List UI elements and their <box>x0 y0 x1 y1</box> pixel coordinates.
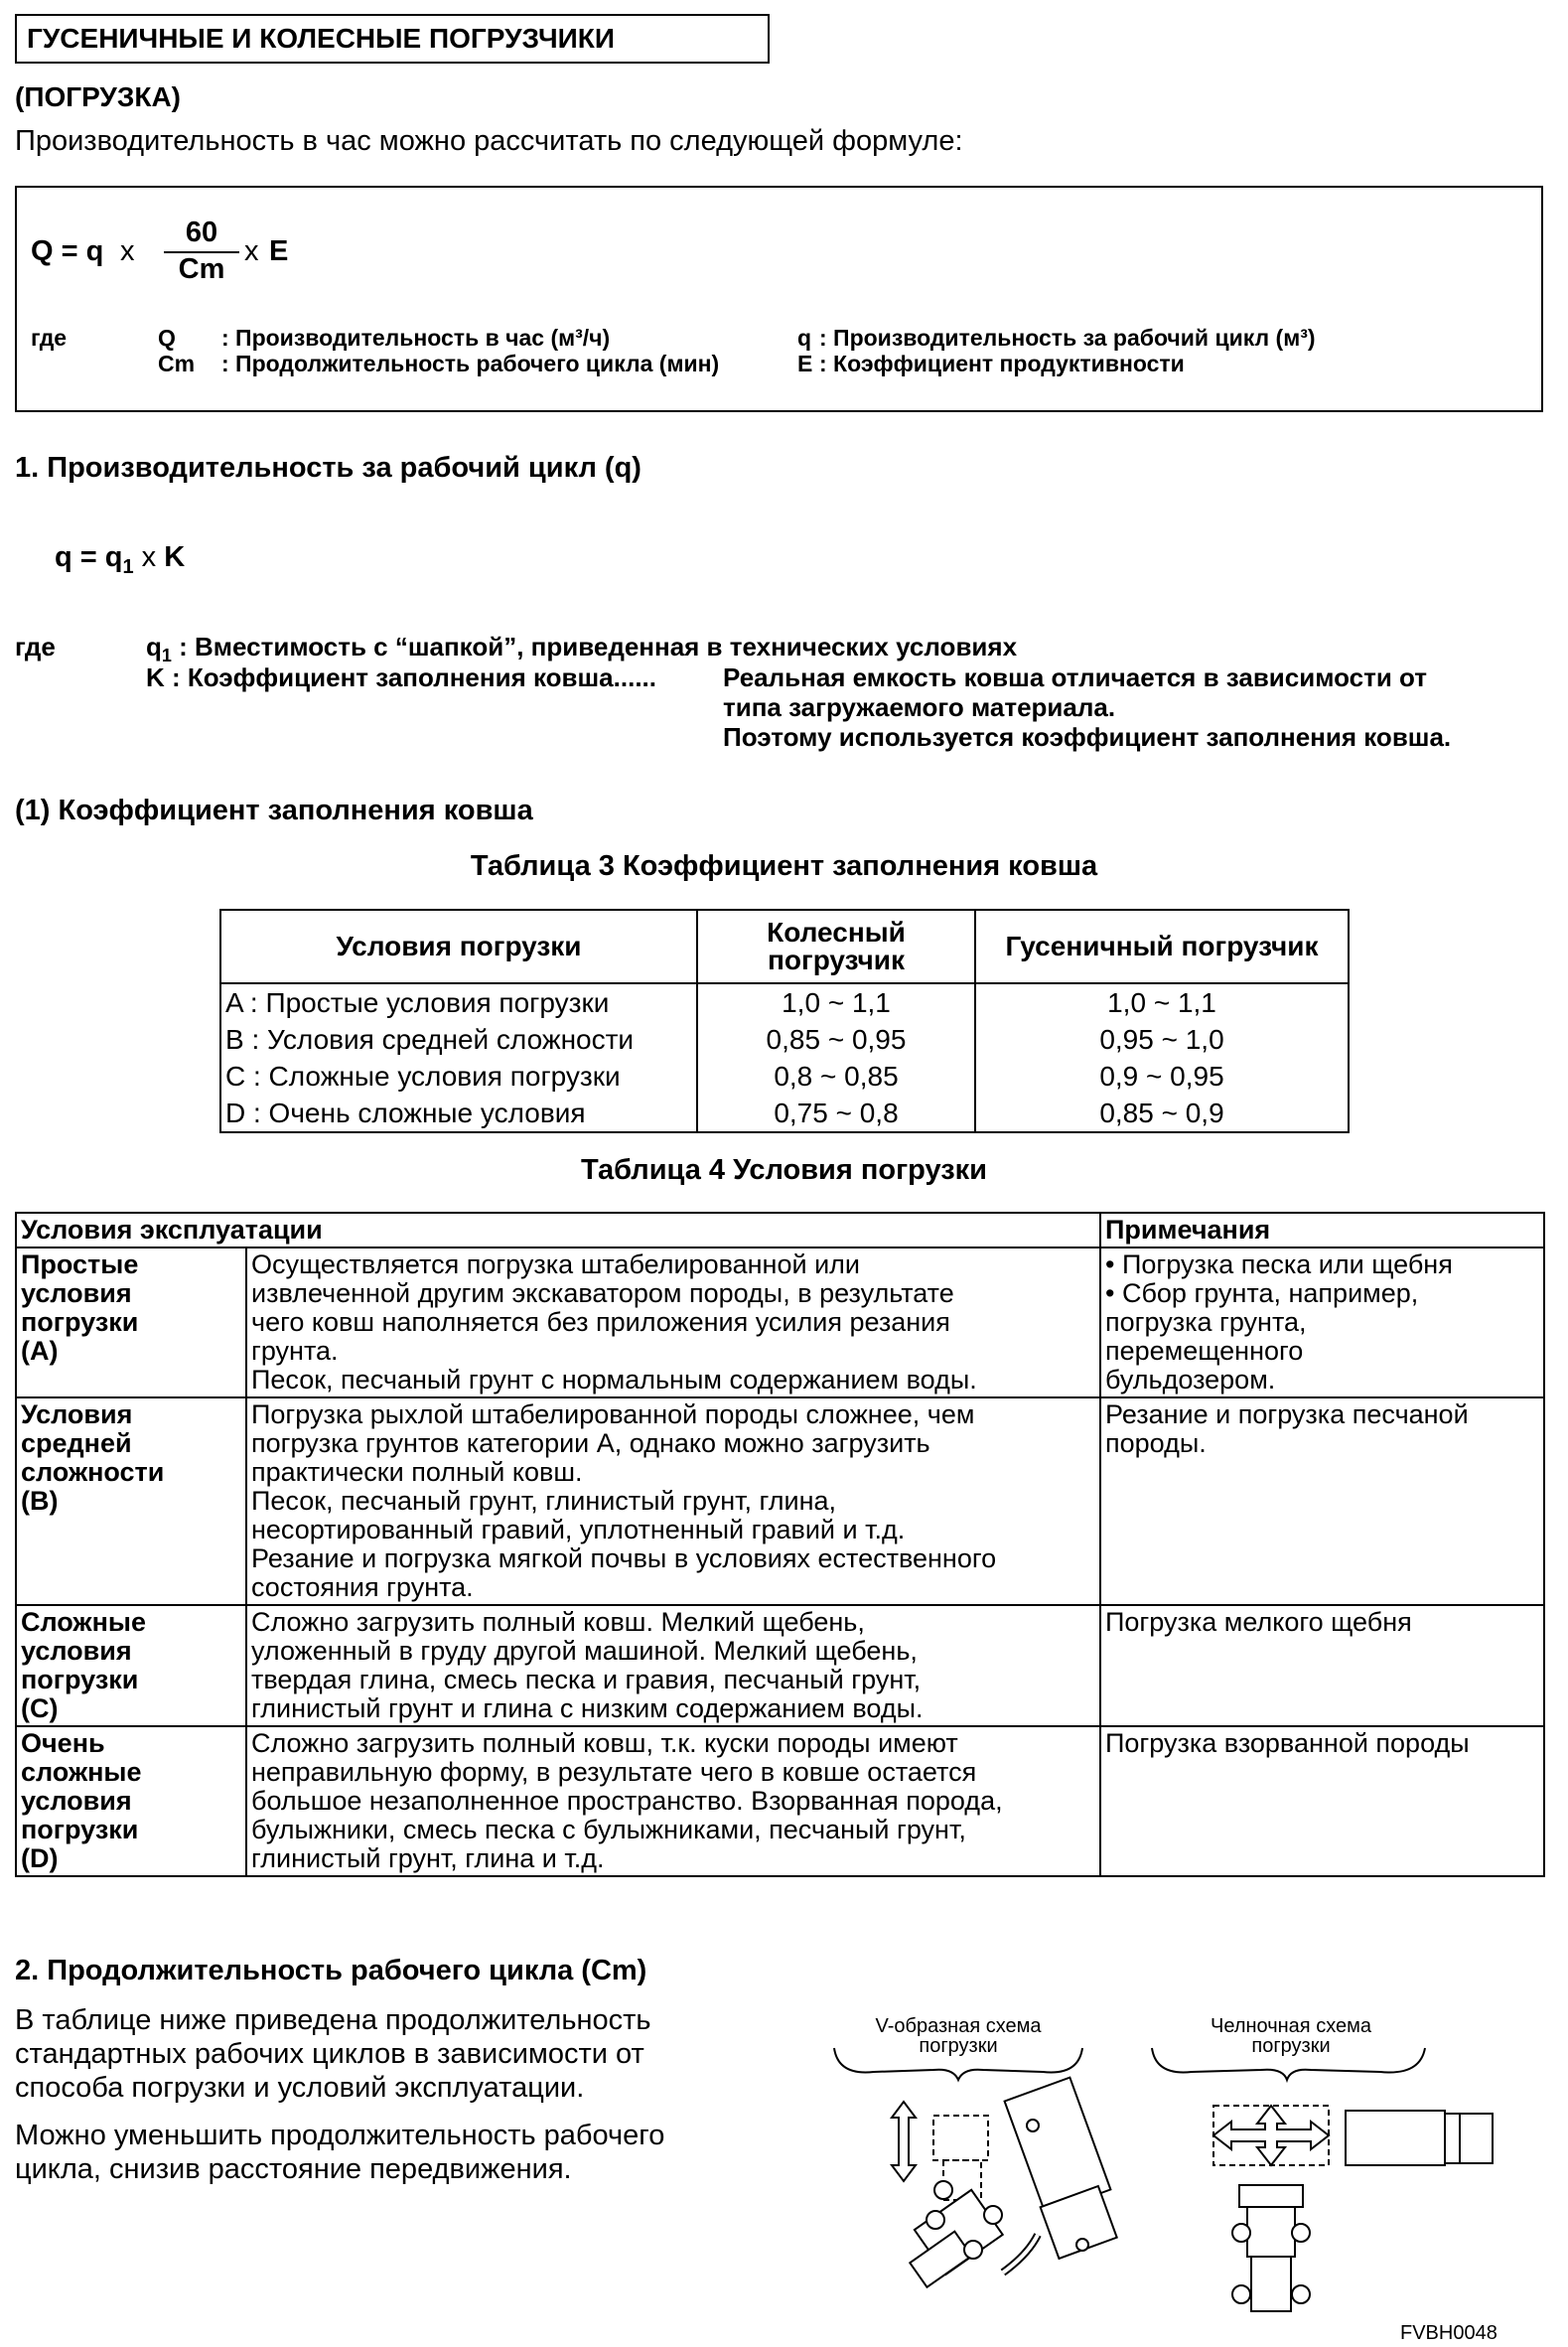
table4-desc: Сложно загрузить полный ковш. Мелкий щебень, уложенный в груду другой машиной. Мелкий щебень, твердая глина, смесь песка и гравия, песчаный грунт, глинистый грунт и глина с низким содержанием воды. <box>246 1605 1100 1726</box>
v-pattern-arrow-icon <box>892 2102 916 2181</box>
table4-header-conditions: Условия эксплуатации <box>16 1213 1100 1247</box>
q-formula-left: q = q <box>55 541 123 573</box>
shuttle-loader-icon <box>1232 2185 1310 2311</box>
table3-wheel: 0,8 ~ 0,85 <box>697 1058 975 1095</box>
table3-cond: A : Простые условия погрузки <box>220 983 697 1021</box>
v-pattern-loader-icon <box>910 2181 1002 2287</box>
def-sym-cm: Cm <box>158 351 196 376</box>
shuttle-pattern-label-2: погрузки <box>1251 2035 1331 2057</box>
def-sym-e: E <box>797 351 813 376</box>
formula-box <box>15 186 1543 412</box>
def-sym-q-small: q <box>797 325 812 351</box>
table4-desc: Сложно загрузить полный ковш, т.к. куски породы имеют неправильную форму, в результате чего в ковше остается большое незаполненное пространство. Взорванная порода, булыжники, смесь песка с булыжниками, песчаный грунт, глинистый грунт, глина и т.д. <box>246 1726 1100 1876</box>
table4-header-row <box>16 1213 1544 1247</box>
q1-text: : Вместимость с “шапкой”, приведенная в технических условиях <box>179 632 1018 661</box>
q1-definition <box>146 632 1017 666</box>
loading-pattern-diagram <box>824 2006 1519 2344</box>
table4-cond: Сложные условия погрузки (C) <box>16 1605 246 1726</box>
k-definition <box>146 662 656 693</box>
intro-text: Производительность в час можно рассчитать по следующей формуле: <box>15 125 963 157</box>
q-formula-k: K <box>164 541 186 573</box>
def-sym-q: Q <box>158 325 176 351</box>
table-row <box>16 1397 1544 1605</box>
formula-where: где <box>31 325 68 351</box>
q-formula-times: x <box>141 541 157 573</box>
formula-times-2: x <box>244 235 259 267</box>
formula-denominator: Cm <box>178 253 225 285</box>
table4-note: Погрузка мелкого щебня <box>1100 1605 1544 1726</box>
table3 <box>219 909 1350 1133</box>
table3-wheel: 0,85 ~ 0,95 <box>697 1021 975 1058</box>
table3-header-wheel: Колесный погрузчик <box>697 910 975 983</box>
page-subtitle: (ПОГРУЗКА) <box>15 81 182 112</box>
table4-cond: Очень сложные условия погрузки (D) <box>16 1726 246 1876</box>
formula-e: E <box>269 235 289 267</box>
k-text: : Коэффициент заполнения ковша...... <box>172 662 656 692</box>
table3-cond: B : Условия средней сложности <box>220 1021 697 1058</box>
formula-times-1: x <box>120 235 135 267</box>
q1-sub: 1 <box>161 646 172 666</box>
table3-track: 0,9 ~ 0,95 <box>975 1058 1349 1095</box>
table4-note: Погрузка взорванной породы <box>1100 1726 1544 1876</box>
table4 <box>15 1212 1545 1877</box>
table4-note: Резание и погрузка песчаной породы. <box>1100 1397 1544 1605</box>
def-text-e: : Коэффициент продуктивности <box>819 351 1185 376</box>
table3-wheel: 1,0 ~ 1,1 <box>697 983 975 1021</box>
table-row <box>16 1605 1544 1726</box>
v-pattern-label-1: V-образная схема <box>875 2015 1042 2037</box>
section1-where: где <box>15 632 56 661</box>
q1-sym: q <box>146 632 162 661</box>
subsection1-title: (1) Коэффициент заполнения ковша <box>15 795 533 826</box>
figure-code: FVBH0048 <box>1400 2322 1497 2344</box>
table3-track: 0,85 ~ 0,9 <box>975 1095 1349 1132</box>
formula-left: Q = q <box>31 235 104 267</box>
section2-text <box>15 2003 770 2200</box>
table3-cond: D : Очень сложные условия <box>220 1095 697 1132</box>
shuttle-cross-arrow-icon <box>1213 2106 1329 2165</box>
table3-track: 1,0 ~ 1,1 <box>975 983 1349 1021</box>
table4-desc: Осуществляется погрузка штабелированной или извлеченной другим экскаватором породы, в результате чего ковш наполняется без приложения усилия резания грунта. Песок, песчаный грунт с нормальным содержанием воды. <box>246 1247 1100 1397</box>
shuttle-pattern-label-1: Челночная схема <box>1211 2015 1371 2037</box>
table-row <box>220 1058 1349 1095</box>
table4-cond: Условия средней сложности (B) <box>16 1397 246 1605</box>
shuttle-truck-icon <box>1346 2111 1493 2165</box>
page-heading: ГУСЕНИЧНЫЕ И КОЛЕСНЫЕ ПОГРУЗЧИКИ <box>15 14 770 64</box>
table4-header-notes: Примечания <box>1100 1213 1544 1247</box>
table4-caption: Таблица 4 Условия погрузки <box>581 1154 987 1186</box>
table4-cond: Простые условия погрузки (A) <box>16 1247 246 1397</box>
table4-note: • Погрузка песка или щебня • Сбор грунта, например, погрузка грунта, перемещенного бульдозером. <box>1100 1247 1544 1397</box>
table3-header-track: Гусеничный погрузчик <box>975 910 1349 983</box>
def-text-cm: : Продолжительность рабочего цикла (мин) <box>221 351 720 376</box>
table3-cond: C : Сложные условия погрузки <box>220 1058 697 1095</box>
table-row <box>16 1247 1544 1397</box>
def-text-q: : Производительность в час (м³/ч) <box>221 325 611 351</box>
k-sym: K <box>146 662 165 692</box>
v-pattern-label-2: погрузки <box>919 2035 998 2057</box>
q-formula <box>55 541 185 579</box>
section2-para1: В таблице ниже приведена продолжительность стандартных рабочих циклов в зависимости от способа погрузки и условий эксплуатации. <box>15 2004 651 2104</box>
q-formula-sub: 1 <box>122 555 134 578</box>
table-row <box>220 1021 1349 1058</box>
def-text-q-small: : Производительность за рабочий цикл (м³) <box>819 325 1316 351</box>
formula-numerator: 60 <box>185 217 218 248</box>
table3-wheel: 0,75 ~ 0,8 <box>697 1095 975 1132</box>
table-row <box>16 1726 1544 1876</box>
v-pattern-truck-icon <box>1005 2078 1117 2259</box>
table3-header-cond: Условия погрузки <box>220 910 697 983</box>
table4-desc: Погрузка рыхлой штабелированной породы сложнее, чем погрузка грунтов категории А, однако можно загрузить практически полный ковш. Песок, песчаный грунт, глинистый грунт, глина, несортированный гравий, уплотненный гравий и т.д. Резание и погрузка мягкой почвы в условиях естественного состояния грунта. <box>246 1397 1100 1605</box>
table-row <box>220 1095 1349 1132</box>
section1-title: 1. Производительность за рабочий цикл (q) <box>15 452 641 484</box>
section2-title: 2. Продолжительность рабочего цикла (Cm) <box>15 1955 647 1986</box>
k-explanation: Реальная емкость ковша отличается в зависимости от типа загружаемого материала. Поэтому используется коэффициент заполнения ковша. <box>723 662 1452 752</box>
table3-header-row <box>220 910 1349 983</box>
table3-caption: Таблица 3 Коэффициент заполнения ковша <box>470 850 1098 882</box>
table-row <box>220 983 1349 1021</box>
table3-track: 0,95 ~ 1,0 <box>975 1021 1349 1058</box>
section2-para2: Можно уменьшить продолжительность рабочего цикла, снизив расстояние передвижения. <box>15 2120 665 2185</box>
